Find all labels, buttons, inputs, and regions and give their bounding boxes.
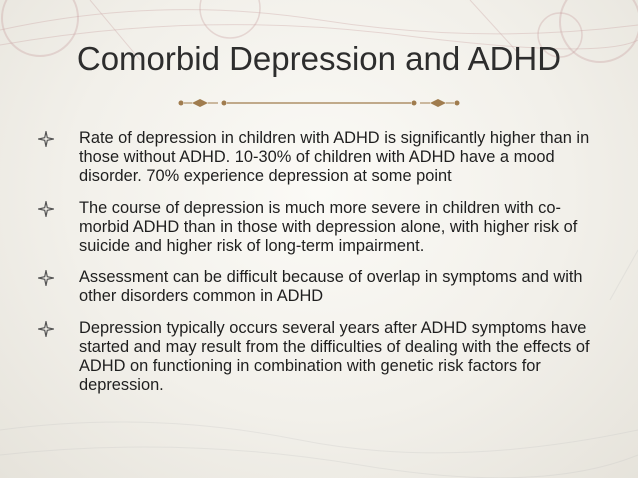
four-point-star-icon (38, 201, 54, 217)
bullet-item (38, 319, 606, 396)
bullet-item (38, 268, 606, 306)
bullet-list (38, 129, 606, 407)
bullet-text: Assessment can be difficult because of overlap in symptoms and with other disorders common in ADHD (79, 268, 583, 306)
four-point-star-icon (38, 131, 54, 147)
bullet-text: Rate of depression in children with ADHD is significantly higher than in those without ADHD. 10-30% of children with ADHD have a mood disorder. 70% experience depression at some point (79, 129, 590, 186)
four-point-star-icon (38, 270, 54, 286)
four-point-star-icon (38, 321, 54, 337)
bullet-text: Depression typically occurs several years after ADHD symptoms have started and may result from the difficulties of dealing with the effects of ADHD on functioning in combination with genetic risk factors for depression. (79, 318, 590, 395)
bullet-item (38, 129, 606, 187)
ornamental-divider-icon (178, 96, 460, 110)
bullet-text: The course of depression is much more severe in children with co-morbid ADHD than in those with depression alone, with higher risk of suicide and higher risk of long-term impairment. (79, 198, 578, 256)
bullet-item (38, 199, 606, 257)
slide-title: Comorbid Depression and ADHD (76, 40, 562, 77)
